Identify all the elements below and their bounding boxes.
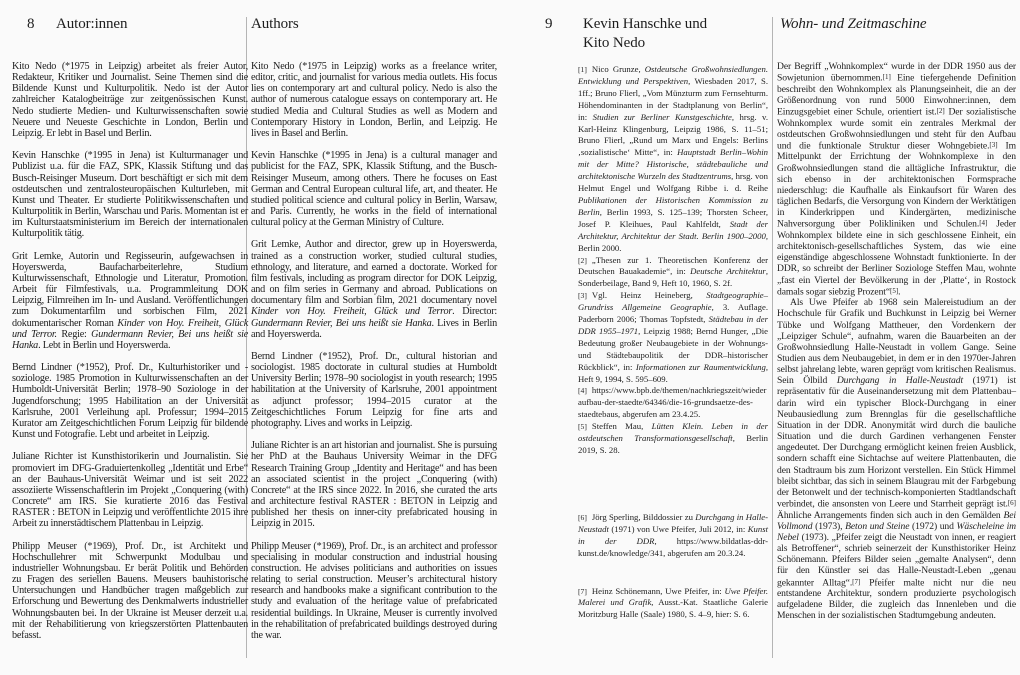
page-number-right: 9 — [545, 16, 553, 32]
footnote-text: Vgl. Heinz Heineberg, Stadtgeographie–Grundriss Allgemeine Geographie, 3. Auflage. Paderborn 2006; Thomas Topfstedt, Städtebau in der DDR 1955–1971, Leipzig 1988; Bernd Hunger, „Die Bedeutung großer Neubaugebiete in der Wohnungs- und Städtebaupolitik der DDR–historischer Rückblick“, in: Informationen zur Raumentwicklung, Heft 9, 1994, S. 595–609. — [578, 290, 769, 384]
bio-paragraph: Philipp Meuser (*1969), Prof. Dr., ist Architekt und Hochschullehrer mit Schwerpunkt Modulbau und industrieller Wohnungsbau. Er berät Politik und Behörden zu Fragen des seriellen Bauens. Meusers bauhistorische Untersuchungen und Handbücher tragen maßgeblich zur Erforschung und Bewertung des Denkmalwerts industrieller Wohnungsbauten bei. In der Ukraine ist Meuser derzeit u.a. mit der Rehabilitierung von kriegszerstörten Plattenbauten befasst. — [12, 540, 248, 641]
bio-paragraph: Kito Nedo (*1975 in Leipzig) arbeitet als freier Autor, Redakteur, Kritiker und Journalist. Seine Themen sind die Bildende Kunst und Kulturpolitik. Nedo ist der Autor zahlreicher Katalogbeiträge zur zeitgenössischen Kunst. Nedo studierte Medien- und Kulturwissenschaften sowie Neuere und Neueste Geschichte in London, Berlin und Leipzig. Er lebt in Basel und Berlin. — [12, 61, 248, 139]
footnote-marker: [1] — [578, 65, 587, 74]
footnote-marker: [6] — [578, 512, 587, 522]
footnote-marker: [7] — [578, 586, 587, 596]
essay-body-column — [777, 61, 1016, 622]
footnote-text: Heinz Schönemann, Uwe Pfeifer, in: Uwe Pfeifer. Malerei und Grafik, Ausst.-Kat. Staatliche Galerie Moritzburg Halle (Saale) 1980, S. 4–9, hier: S. 6. — [578, 585, 768, 620]
essay-author-line: Kevin Hanschke und — [583, 16, 708, 32]
german-bio-column — [12, 61, 248, 652]
footnote-item — [578, 421, 768, 457]
essay-title: Wohn- und Zeitmaschine — [780, 16, 927, 32]
footnote-text: https://www.bpb.de/themen/nachkriegszeit/wiederaufbau-der-staedte/64346/die-16-grundsaetze-des-staedtebaus, abgerufen am 23.4.25. — [578, 385, 767, 420]
footnote-text: Nico Grunze, Ostdeutsche Großwohnsiedlungen. Entwicklung und Perspektiven, Wiesbaden 2017, S. 1ff.; Bruno Flierl, „Vom Münzturm zum Fernsehturm. Höhendominanten in der Stadtplanung von Berlin“, in: Studien zur Berliner Kunstgeschichte, hrsg. v. Karl-Heinz Klingenburg, Leipzig 1986, S. 11–51; Bruno Flierl, „Rund um Marx und Engels: Berlins ‚sozialistische‘ Mitte“, in: Hauptstadt Berlin–Wohin mit der Mitte? Historische, städtebauliche und architektonische Wurzeln des Stadtzentrums, hrsg. von Helmut Engel und Wolfgang Ribbe i. d. Reihe Publikationen der Historischen Kommission zu Berlin, Berlin 1993, S. 125–139; Thorsten Scheer, Josef P. Kleihues, Paul Kahlfeldt, Stadt der Architektur, Architektur der Stadt. Berlin 1900–2000, Berlin 2000. — [578, 64, 769, 253]
footnotes-column — [578, 64, 768, 621]
footnote-item — [578, 290, 768, 385]
footnote-marker: [4] — [578, 386, 587, 396]
bio-paragraph: Juliane Richter is an art historian and journalist. She is pursuing her PhD at the Bauhaus University Weimar in the DFG Research Training Group „Identity and Heritage“ and has been an associated scientist in the project „Conquering (with) Concrete“ at the IRS since 2022. In 2016, she curated the arts and architecture festival RASTER : BETON in Leipzig and published her thesis on inner-city prefabricated housing in Leipzig in 2015. — [251, 440, 497, 530]
essay-authors — [583, 15, 753, 53]
essay-author-line: Kito Nedo — [583, 35, 646, 51]
bio-paragraph: Kevin Hanschke (*1995 in Jena) ist Kulturmanager und Publizist u.a. für die FAZ, SPK, Klassik Stiftung und das Busch-Reisinger Museum. Dort beschäftigt er sich mit dem ostdeutschen und zentralosteuropäischen Kulturleben, mit Kunst und Theater. Er studierte Politikwissenschaften und Kulturpolitik in Berlin, Warschau und Paris. Momentan ist er im Kulturstaatsministerium im Bereich der internationalen Kulturpolitik tätig. — [12, 150, 248, 240]
bio-paragraph: Kito Nedo (*1975 in Leipzig) works as a freelance writer, editor, critic, and journalist for various media outlets. His focus lies on contemporary art and cultural policy. Nedo is also the author of numerous catalogue essays on contemporary art. He studied Media and Cultural Studies as well as Modern and Contemporary History in London, Berlin, and Leipzig. He lives in Basel and Berlin. — [251, 61, 497, 139]
footnote-text: Steffen Mau, Lütten Klein. Leben in der ostdeutschen Transformationsgesellschaft, Berlin 2019, S. 28. — [578, 421, 769, 455]
footnote-text: „Thesen zur 1. Theoretischen Konferenz der Deutschen Bauakademie“, in: Deutsche Architektur, Sonderbeilage, Band 9, Heft 10, 1960, S. 2f. — [578, 254, 768, 289]
essay-paragraph: Als Uwe Pfeifer ab 1968 sein Malereistudium an der Hochschule für Grafik und Buchkunst in Leipzig bei Werner Tübke und Wolfgang Mattheuer, den Vordenkern der „Leipziger Schule“, aufnahm, waren die Bauarbeiten an der Großwohnsiedlung Halle-Neustadt in vollem Gange. Seine Studien aus dem Neubaugebiet, in dem er in den 1970er-Jahren selbst jahrelang lebte, waren geprägt vom kritischen Realismus. Sein Ölbild Durchgang in Halle-Neustadt (1971) ist repräsentativ für die Auseinandersetzung mit dem Plattenbau–darin wird ein typischer Block-Durchgang in einer Neubausiedlung zum Brennglas für die gesellschaftliche Situation in der DDR. Anonymität wird durch die bauliche Situation und die durch Gardinen verhangenen Fenster angedeutet. Der Durchgang ermöglicht keinen freien Ausblick, sondern schafft eine Sichtachse auf weitere Plattenbauten, die den Stadtraum bis zum Horizont verstellen. Ein Stück Himmel bleibt sichtbar, das sich in seinem Blaugrau mit der Farbgebung der Betonwelt und der technisch-komponierten Stadtlandschaft verbindet, die ansonsten von Leere und Starrheit geprägt ist.[6] Ähnliche Arrangements finden sich auch in den Gemälden Bei Vollmond (1973), Beton und Steine (1972) und Wäscheleine im Nebel (1973). „Pfeifer zeigt die Neustadt von innen, er reagiert als Betroffener“, schrieb seinerzeit der Kunsthistoriker Heinz Schönemann. Pfeifers Bilder seien „gemalte Analysen“, denn für den Künstler sei das Halle-Neustadt-Leben „genau gekannter Alltag“.[7] Pfeifer malte nicht nur die neu entstandene Architektur, sondern produzierte psychologisch aufgeladene Bilder, die zugleich das Innenleben und die Menschen in der sozialistischen Stadtumgebung andeuten. — [777, 297, 1017, 622]
footnote-item — [578, 586, 768, 622]
footnote-item — [578, 64, 768, 255]
bio-paragraph: Juliane Richter ist Kunsthistorikerin und Journalistin. Sie promoviert im DFG-Graduiertenkolleg „Identität und Erbe“ an der Bauhaus-Universität Weimar und ist seit 2022 assoziierte Wissenschaftlerin im Projekt „Conquering (with) Concrete“ am IRS. Sie kuratierte 2016 das Festival RASTER : BETON in Leipzig und veröffentlichte 2015 ihre Arbeit zu innerstädtischem Plattenbau in Leipzig. — [12, 451, 248, 530]
footnote-marker: [3] — [578, 291, 587, 301]
bio-paragraph: Grit Lemke, Autorin und Regisseurin, aufgewachsen in Hoyerswerda, Baufacharbeiterlehre, Studium Kulturwissenschaft, Ethnologie und Literatur, Promotion. Arbeit für Filmfestivals, u.a. Programmleitung DOK Leipzig, Filmreihen im In- und Ausland. Veröffentlichungen zum Dokumentarfilm und sorbischen Film, 2021 dokumentarischer Roman Kinder von Hoy. Freiheit, Glück und Terror. Regie: Gundermann Revier, Bei uns heißt sie Hanka. Lebt in Berlin und Hoyerswerda. — [12, 250, 248, 351]
bio-paragraph: Philipp Meuser (*1969), Prof. Dr., is an architect and professor specialising in modular construction and industrial housing construction. He advises politicians and authorities on issues relating to serial construction. Meuser’s architectural history research and handbooks make a significant contribution to the study and evaluation of the heritage value of prefabricated residential buildings. In Ukraine, Meuser is currently involved in the rehabilitation of prefabricated buildings destroyed during the war. — [251, 540, 497, 641]
footnote-text: Jörg Sperling, Bilddossier zu Durchgang in Halle-Neustadt (1971) von Uwe Pfeifer, Juli 2012, in: Kunst in der DDR, https://www.bildatlas-ddr-kunst.de/knowledge/341, abgerufen am 20.3.24. — [578, 511, 768, 558]
column-divider-right — [772, 17, 773, 658]
english-bio-column — [251, 61, 497, 652]
bio-paragraph: Kevin Hanschke (*1995 in Jena) is a cultural manager and publicist for the FAZ, SPK, Klassik Stiftung, and the Busch-Reisinger Museum, among others. There he focuses on East German and Central European cultural life, art, and theater. He studied political science and cultural policy in Berlin, Warsaw, and Paris. Currently, he works in the field of international cultural policy at the German Ministry of Culture. — [251, 150, 497, 229]
bio-paragraph: Grit Lemke, Author and director, grew up in Hoyerswerda, trained as a construction worker, studied cultural studies, ethnology, and literature, and earned a doctorate. Worked for film festivals, including as program director for DOK Leipzig, and on film series in Germany and abroad. Publications on documentary film and Sorbian film, 2021 documentary novel Kinder von Hoy. Freiheit, Glück und Terror. Director: Gundermann Revier, Bei uns heißt sie Hanka. Lives in Berlin and Hoyerswerda. — [251, 239, 497, 340]
section-title-english: Authors — [251, 16, 299, 32]
footnote-marker: [5] — [578, 422, 587, 432]
page-number-left: 8 — [27, 16, 35, 32]
footnote-item — [578, 512, 768, 560]
footnote-item — [578, 255, 768, 291]
essay-paragraph: Der Begriff „Wohnkomplex“ wurde in der DDR 1950 aus der Sowjetunion übernommen.[1] Eine tiefergehende Definition beschreibt den Wohnkomplex als Planungseinheit, die an der Größenordnung von rund 5000 Einwohner:innen, dem Einzugsgebiet einer Schule, orientiert ist.[2] Der sozialistische Wohnkomplex wurde somit ein zentrales Merkmal der ostdeutschen Großwohnsiedlungen und steht für den Aufbau und die funktionale Struktur dieser Wohngebiete.[3] Im Mittelpunkt der Errichtung der Wohnkomplexe in den Großwohnsiedlungen stand die alltägliche Infrastruktur, die sich ebenso in der architektonischen Formsprache niederschlug: die Kaufhalle als Einkaufsort für Waren des täglichen Bedarfs, die Versorgung von Kindern der Werktätigen in Kinderkrippen und Kindergärten, medizinische Nahversorgung über Polikliniken und Schulen.[4] Jeder Wohnkomplex bildete eine in sich geschlossene Einheit, ein architektonisch-gesellschaftliches System, das wie eine eigenständige abgeschlossene Wohnstadt funktionierte. In der DDR, so schreibt der Berliner Soziologe Steffen Mau, wohnte „fast ein Viertel der Bevölkerung in der ‚Platte‘, in Rostock damals sogar siebzig Prozent“[5]. — [777, 61, 1016, 298]
bio-paragraph: Bernd Lindner (*1952), Prof. Dr., Kulturhistoriker und -soziologe. 1985 Promotion in Kulturwissenschaften an der Humboldt-Universität Berlin; 1978–90 Soziologe in der Jugendforschung; 1995 Habilitation an der Universität Karlsruhe, 2001 Verleihung apl. Professur; 1994–2015 Kurator am Zeitgeschichtlichen Forum Leipzig für bildende Kunst und Fotografie. Lebt und arbeitet in Leipzig. — [12, 362, 248, 441]
section-title-german: Autor:innen — [56, 16, 128, 32]
footnote-item — [578, 385, 768, 421]
footnote-marker: [2] — [578, 255, 587, 265]
bio-paragraph: Bernd Lindner (*1952), Prof. Dr., cultural historian and sociologist. 1985 doctorate in cultural studies at Humboldt University Berlin; 1978–90 sociologist in youth research; 1995 habilitation at the University of Karlsruhe, 2001 appointment as adjunct professor; 1994–2015 curator at the Zeitgeschichtliches Forum Leipzig for fine arts and photography. Lives and works in Leipzig. — [251, 351, 497, 429]
